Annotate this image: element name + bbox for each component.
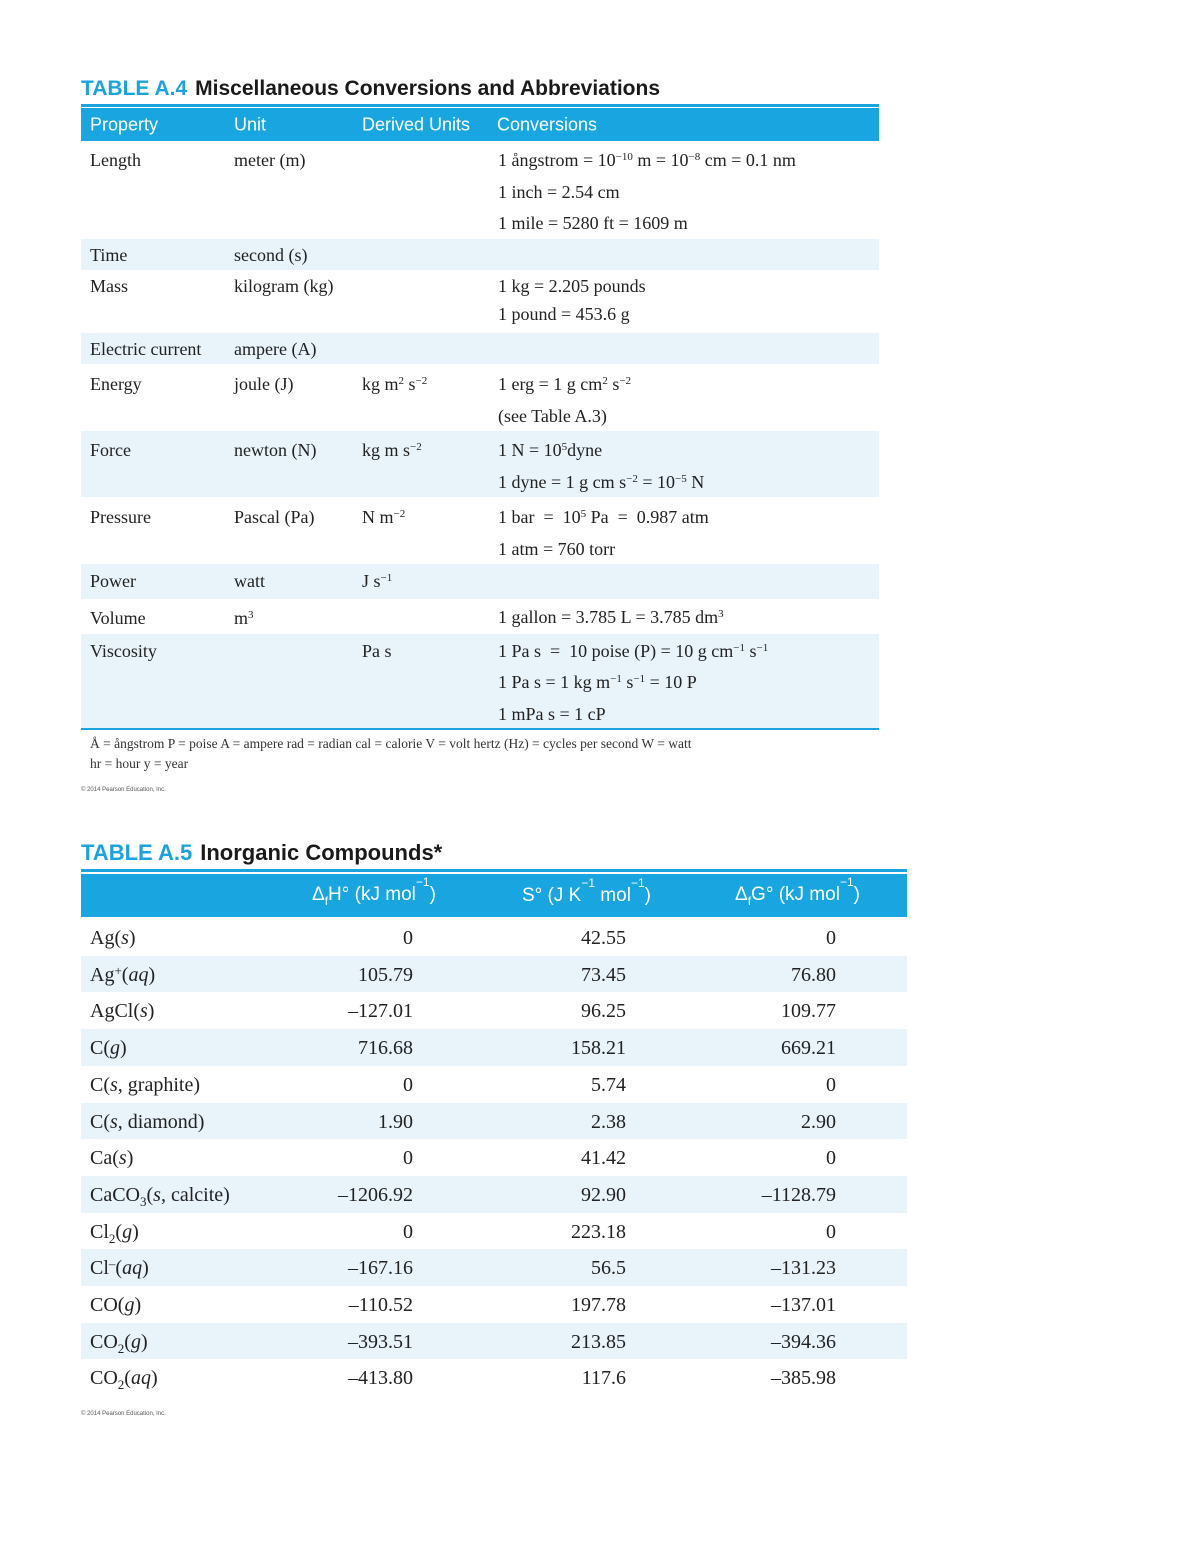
power-unit: watt [234, 571, 265, 591]
force-conv-dyne: 1 dyne = 1 g cm $s^{-2} = 10^{-5}$ N [498, 472, 705, 492]
enthalpy-value: 0 [403, 1220, 413, 1243]
pressure-derived: N $m^{-2}$ [362, 507, 406, 527]
pressure-property: Pressure [90, 507, 151, 527]
entropy-value: 5.74 [591, 1073, 626, 1096]
compound-name: AgCl(s) [90, 1000, 155, 1023]
table-a5-title [81, 840, 442, 866]
band-time [81, 239, 879, 270]
compound-name: C(s, diamond) [90, 1110, 205, 1133]
compound-name: C(s, graphite) [90, 1073, 200, 1096]
gibbs-value: –131.23 [771, 1257, 836, 1280]
table-a4-footnote-2: hr = hour y = year [90, 756, 189, 771]
entropy-value: 213.85 [571, 1330, 626, 1353]
table-a4-title [81, 77, 660, 101]
header-derived-units: Derived Units [362, 114, 471, 134]
header-property: Property [90, 114, 159, 134]
header-unit: Unit [234, 114, 267, 134]
viscosity-conv-mpa: 1 mPa s = 1 cP [498, 704, 606, 724]
power-derived: J $s^{-1}$ [362, 571, 393, 591]
energy-property: Energy [90, 374, 142, 394]
entropy-value: 41.42 [581, 1147, 626, 1170]
enthalpy-value: –393.51 [348, 1330, 413, 1353]
band-power [81, 564, 879, 599]
table-a4-bottom-rule [81, 728, 879, 730]
header-gibbs: $\Delta_fG^\circ$ (kJ mol$^{-1}$) [735, 875, 860, 908]
table-a4-top-rule [81, 104, 879, 107]
enthalpy-value: –413.80 [348, 1367, 413, 1390]
compound-name: Ag(s) [90, 927, 136, 949]
viscosity-conv-poise: 1 Pa s = 10 poise (P) = 10 g $cm^{-1}$ $s^{-1}$ [498, 641, 769, 661]
time-property: Time [90, 245, 128, 265]
table-a5-copyright: © 2014 Pearson Education, Inc. [81, 1411, 166, 1417]
enthalpy-value: –127.01 [348, 1000, 413, 1023]
current-unit: ampere (A) [234, 339, 317, 359]
enthalpy-value: 716.68 [358, 1037, 413, 1060]
volume-conv-gallon: 1 gallon = 3.785 L = 3.785 $dm^3$ [498, 607, 724, 627]
current-property: Electric current [90, 339, 202, 359]
entropy-value: 56.5 [591, 1257, 626, 1280]
table-a5-top-rule [81, 869, 907, 872]
entropy-value: 92.90 [581, 1183, 626, 1206]
force-property: Force [90, 440, 131, 460]
enthalpy-value: 105.79 [358, 963, 413, 986]
volume-property: Volume [90, 608, 146, 628]
table-a4-copyright: © 2014 Pearson Education, Inc. [81, 787, 166, 793]
enthalpy-value: 0 [403, 927, 413, 949]
gibbs-value: 0 [826, 927, 836, 949]
pressure-conv-atm: 1 atm = 760 torr [498, 539, 616, 559]
compound-name: CO(g) [90, 1294, 142, 1316]
force-conv-n: 1 $N = 10^5dyne$ [498, 440, 603, 460]
header-enthalpy: $\Delta_fH^\circ$ (kJ mol$^{-1}$) [312, 875, 436, 908]
compound-name: Ag+(aq) [90, 962, 156, 986]
compound-name: $CO_2(aq)$ [90, 1367, 158, 1393]
table-row-band [81, 1103, 907, 1140]
entropy-value: 2.38 [591, 1110, 626, 1133]
length-conv-mile: 1 mile = 5280 ft = 1609 m [498, 213, 688, 233]
viscosity-derived: Pa s [362, 641, 392, 661]
mass-unit: kilogram (kg) [234, 276, 334, 296]
mass-conv-pound: 1 pound = 453.6 g [498, 304, 630, 324]
enthalpy-value: 1.90 [378, 1110, 413, 1133]
compound-name: $CO_2(g)$ [90, 1330, 148, 1356]
table-a4-number: TABLE A.4 [81, 77, 188, 100]
band-force [81, 431, 879, 497]
table-a4-footnote-1: Å = ångstrom P = poise A = ampere rad = radian cal = calorie V = volt hertz (Hz) = cycles per second W = watt [90, 736, 692, 751]
table-a5-header [81, 874, 907, 917]
enthalpy-value: –167.16 [348, 1257, 413, 1280]
gibbs-value: 0 [826, 1073, 836, 1096]
time-unit: second (s) [234, 245, 308, 265]
entropy-value: 197.78 [571, 1294, 626, 1316]
header-conversions: Conversions [497, 114, 598, 134]
energy-derived: kg $m^2$ $s^{-2}$ [362, 374, 428, 394]
mass-property: Mass [90, 276, 129, 296]
gibbs-value: –385.98 [771, 1367, 836, 1390]
length-conv-angstrom: 1 ångstrom = $10^{-10}$ $m = 10^{-8}$ cm = 0.1 nm [498, 150, 796, 170]
gibbs-value: –1128.79 [761, 1183, 836, 1206]
gibbs-value: 2.90 [801, 1110, 836, 1133]
table-a4-heading: Miscellaneous Conversions and Abbreviations [195, 77, 661, 100]
table-a5-number: TABLE A.5 [81, 840, 193, 865]
entropy-value: 96.25 [581, 1000, 626, 1023]
gibbs-value: 0 [826, 1220, 836, 1243]
gibbs-value: –137.01 [771, 1294, 836, 1316]
viscosity-property: Viscosity [90, 641, 157, 661]
enthalpy-value: 0 [403, 1073, 413, 1096]
header-entropy: S° (J $K^{-1}$ mol$^{-1}$) [522, 876, 651, 906]
energy-conv-erg: 1 erg = 1 g $cm^2$ $s^{-2}$ [498, 374, 632, 394]
table-a4-header [81, 108, 879, 141]
entropy-value: 223.18 [571, 1220, 626, 1243]
enthalpy-value: –1206.92 [338, 1183, 413, 1206]
enthalpy-value: 0 [403, 1147, 413, 1170]
length-conv-inch: 1 inch = 2.54 cm [498, 182, 620, 202]
pressure-conv-bar: 1 bar = $10^5$ Pa = 0.987 atm [498, 507, 709, 527]
force-derived: kg m $s^{-2}$ [362, 440, 422, 460]
compound-name: Cl–(aq) [90, 1256, 149, 1280]
compound-name: Ca(s) [90, 1147, 134, 1170]
power-property: Power [90, 571, 136, 591]
gibbs-value: –394.36 [771, 1330, 836, 1353]
energy-conv-see-table: (see Table A.3) [498, 406, 607, 426]
entropy-value: 42.55 [581, 927, 626, 949]
pressure-unit: Pascal (Pa) [234, 507, 315, 527]
length-unit: meter (m) [234, 150, 306, 170]
compound-name: C(g) [90, 1037, 127, 1060]
energy-unit: joule (J) [234, 374, 294, 394]
force-unit: newton (N) [234, 440, 317, 460]
viscosity-conv-kg: 1 Pa s = 1 kg $m^{-1}$ $s^{-1} = 10$ P [498, 672, 697, 692]
compound-name: CaCO$_3$(s, calcite) [90, 1183, 230, 1209]
mass-conv-kg: 1 kg = 2.205 pounds [498, 276, 646, 296]
enthalpy-value: –110.52 [348, 1294, 413, 1316]
table-a5-heading: Inorganic Compounds* [200, 840, 443, 865]
entropy-value: 73.45 [581, 963, 626, 986]
length-property: Length [90, 150, 141, 170]
compound-name: $Cl_2(g)$ [90, 1220, 139, 1246]
gibbs-value: 109.77 [781, 1000, 836, 1023]
gibbs-value: 76.80 [791, 963, 836, 986]
gibbs-value: 0 [826, 1147, 836, 1170]
entropy-value: 158.21 [571, 1037, 626, 1060]
volume-unit: $m^3$ [234, 608, 254, 628]
gibbs-value: 669.21 [781, 1037, 836, 1060]
entropy-value: 117.6 [581, 1367, 626, 1390]
table-row-band [81, 956, 907, 993]
